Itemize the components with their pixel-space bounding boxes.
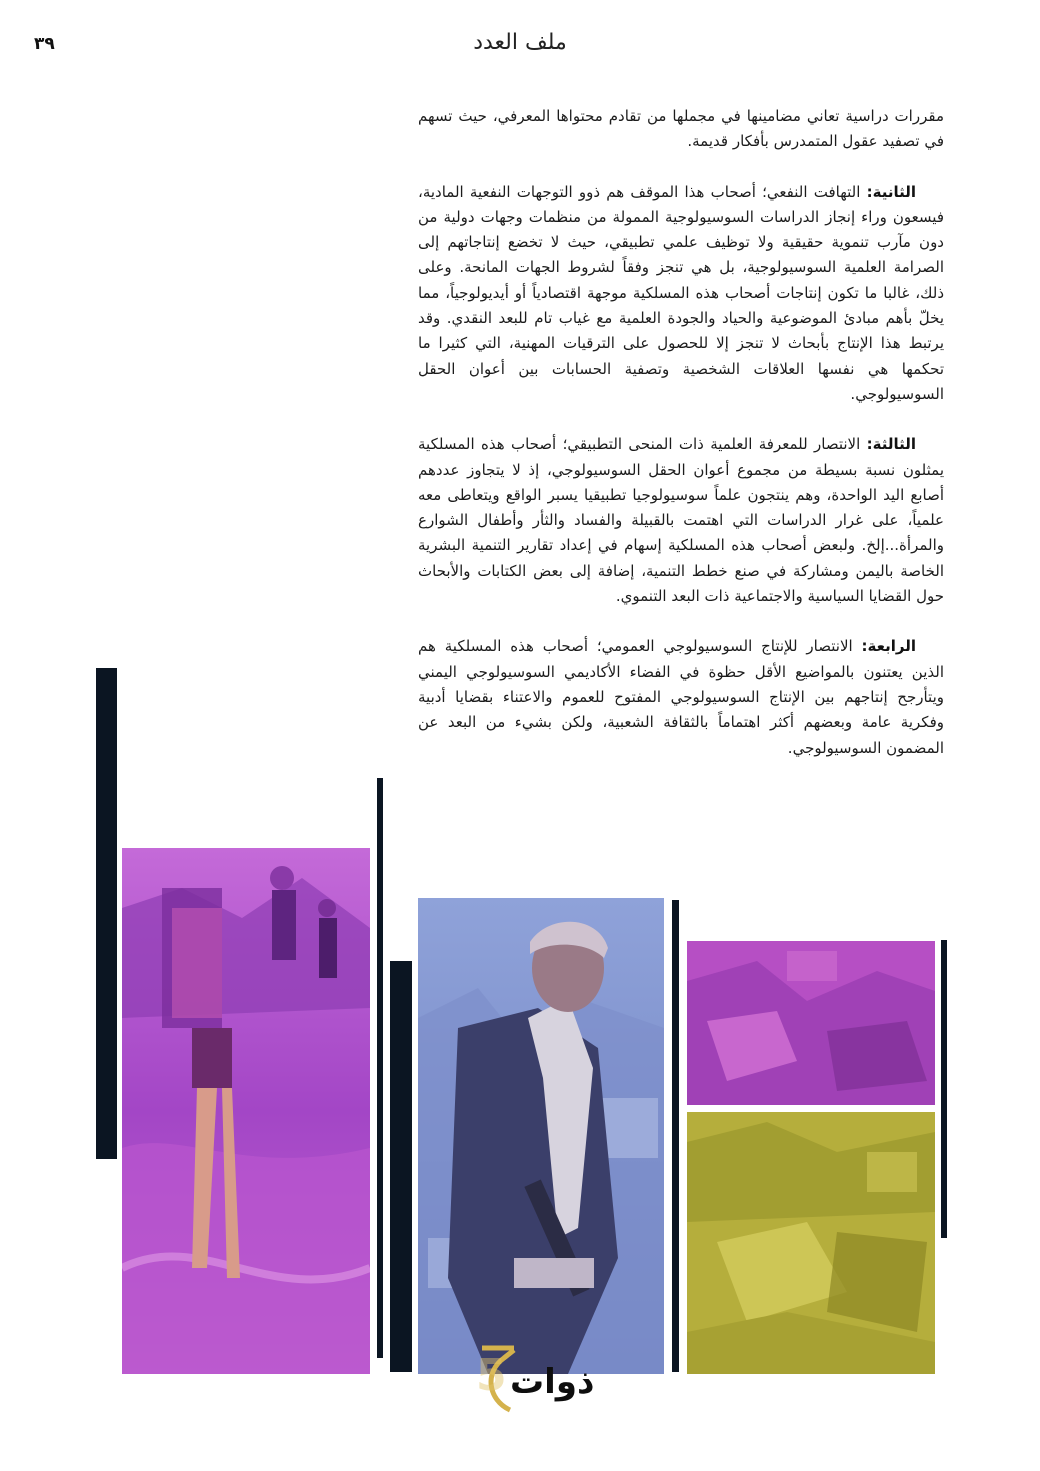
paragraph-3-text: الانتصار للمعرفة العلمية ذات المنحى التطبيقي؛ أصحاب هذه المسلكية يمثلون نسبة بسيطة من مجموع أعوان الحقل السوسيولوجي، إذ لا يتجاوز عددهم أصابع اليد الواحدة، وهم ينتجون علماً سوسيولوجيا تطبيقيا يسبر الواقع ويتعاطى معه علمياً، على غرار الدراسات التي اهتمت بالقبيلة والفساد والثأر وأطفال الشوارع والمرأة...إلخ. ولبعض أصحاب هذه المسلكية إسهام في إعداد تقارير التنمية البشرية الخاصة باليمن ومشاركة في صنع خطط التنمية، إضافة إلى بعض الكتابات والأبحاث حول القضايا السياسية والاجتماعية ذات البعد التنموي. — [418, 435, 944, 606]
photo-man-center — [418, 898, 664, 1374]
paragraph-1 — [418, 104, 944, 155]
paragraph-4-lead: الرابعة: — [861, 637, 916, 656]
paragraph-2 — [418, 180, 944, 408]
paragraph-3 — [418, 432, 944, 609]
paragraph-2-lead: الثانية: — [866, 182, 916, 201]
paragraph-4 — [418, 634, 944, 760]
section-title: ملف العدد — [473, 30, 567, 55]
paragraph-3-lead: الثالثة: — [866, 435, 916, 454]
decor-bar-right — [941, 940, 947, 1238]
logo-number: 5 — [476, 1350, 507, 1401]
decor-bar-left — [96, 668, 117, 1159]
decor-bar-center — [390, 961, 412, 1372]
photo-rubble-right-top — [687, 941, 935, 1105]
photo-rubble-left — [122, 848, 370, 1374]
paragraph-1-text: مقررات دراسية تعاني مضامينها في مجملها من تقادم محتواها المعرفي، حيث تسهم في تصفيد عقول المتمدرس بأفكار قديمة. — [418, 107, 944, 151]
decor-bar-center-left — [377, 778, 383, 1358]
paragraph-2-text: التهافت النفعي؛ أصحاب هذا الموقف هم ذوو التوجهات النفعية المادية، فيسعون وراء إنجاز الدراسات السوسيولوجية الممولة من منظمات وجهات دولية من دون مآرب تنموية حقيقية ولا توظيف علمي تطبيقي، حيث لا تخضع إنتاجاتهم إلى الصرامة العلمية السوسيولوجية، بل هي تنجز وفقاً لشروط الجهات المانحة. وعلى ذلك، غالبا ما تكون إنتاجات أصحاب هذه المسلكية موجهة اقتصادياً أو أيديولوجياً، مما يخلّ بأهم مبادئ الموضوعية والحياد والجودة العلمية مع غياب تام للبعد النقدي. وقد يرتبط هذا الإنتاج بأبحاث لا تنجز إلا للحصول على الترقيات المهنية، التي كثيرا ما تحكمها هي نفسها العلاقات الشخصية وتصفية الحسابات بين أعوان الحقل السوسيولوجي. — [418, 182, 944, 403]
logo-text: ذوات — [510, 1362, 595, 1402]
photo-rubble-right-bottom — [687, 1112, 935, 1374]
page-number: ٣٩ — [34, 34, 55, 54]
decor-bar-center-right — [672, 900, 679, 1372]
paragraph-4-text: الانتصار للإنتاج السوسيولوجي العمومي؛ أصحاب هذه المسلكية هم الذين يعتنون بالمواضيع الأقل حظوة في الفضاء الأكاديمي السوسيولوجي اليمني ويتأرجح إنتاجهم بين الإنتاج السوسيولوجي المفتوح للعموم والاعتناء بقضايا أدبية وفكرية عامة وبعضهم أكثر اهتماماً بالثقافة الشعبية، ولكن بشيء من البعد عن المضمون السوسيولوجي. — [418, 637, 944, 757]
article-body — [418, 104, 944, 786]
